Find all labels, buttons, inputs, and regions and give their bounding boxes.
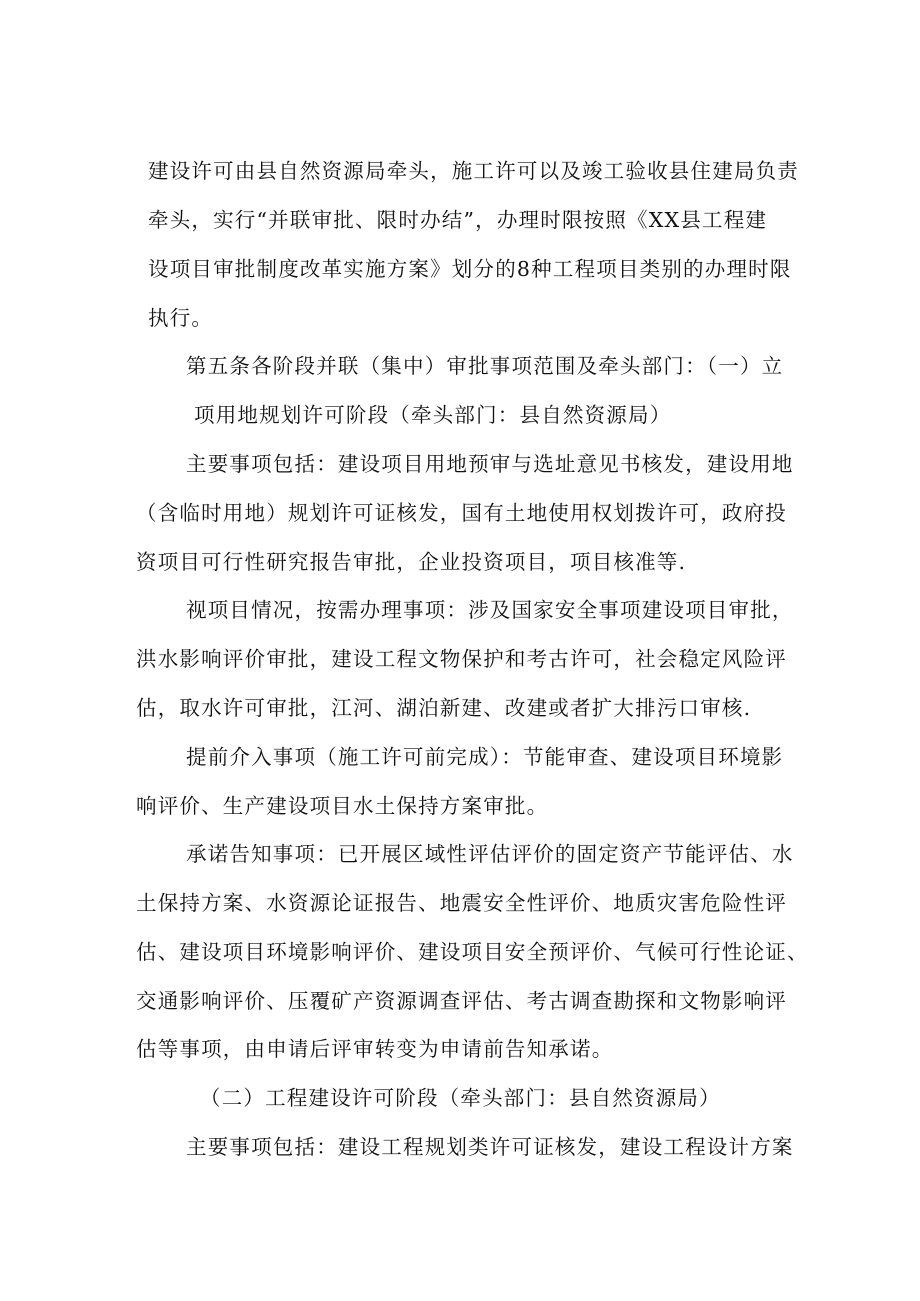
text-line: 主要事项包括：建设工程规划类许可证核发，建设工程设计方案 [186,1135,794,1159]
subsection-heading: 项用地规划许可阶段（牵头部门：县自然资源局） [194,403,672,427]
text-line: 估等事项，由申请后评审转变为申请前告知承诺。 [136,1037,614,1061]
section-heading: 第五条各阶段并联（集中）审批事项范围及牵头部门：（一）立 [186,354,784,378]
subsection-heading: （二）工程建设许可阶段（牵头部门：县自然资源局） [200,1086,721,1110]
text-line: 建设许可由县自然资源局牵头，施工许可以及竣工验收县住建局负责 [148,159,799,183]
text-line: 承诺告知事项：已开展区域性评估评价的固定资产节能评估、水 [186,842,794,866]
text-line: 视项目情况，按需办理事项：涉及国家安全事项建设项目审批， [186,598,794,622]
text-line: 设项目审批制度改革实施方案》划分的8种工程项目类别的办理时限 [148,257,792,281]
text-line: 洪水影响评价审批，建设工程文物保护和考古许可，社会稳定风险评 [136,647,787,671]
text-line: 牵头，实行“并联审批、限时办结”，办理时限按照《XX县工程建 [148,208,768,232]
text-line: 提前介入事项（施工许可前完成）：节能审查、建设项目环境影 [186,745,784,769]
text-line: 响评价、生产建设项目水土保持方案审批。 [136,794,549,818]
text-line: 估，取水许可审批，江河、湖泊新建、改建或者扩大排污口审核. [136,696,752,720]
text-line: 交通影响评价、压覆矿产资源调查评估、考古调查勘探和文物影响评 [136,989,787,1013]
text-line: 执行。 [148,306,214,330]
text-line: 资项目可行性研究报告审批，企业投资项目，项目核准等. [136,550,687,574]
text-line: （含临时用地）规划许可证核发，国有土地使用权划拨许可，政府投 [136,501,787,525]
text-line: 主要事项包括：建设项目用地预审与选址意见书核发，建设用地 [186,452,794,476]
text-line: 估、建设项目环境影响评价、建设项目安全预评价、气候可行性论证、 [136,940,809,964]
text-line: 土保持方案、水资源论证报告、地震安全性评价、地质灾害危险性评 [136,891,787,915]
